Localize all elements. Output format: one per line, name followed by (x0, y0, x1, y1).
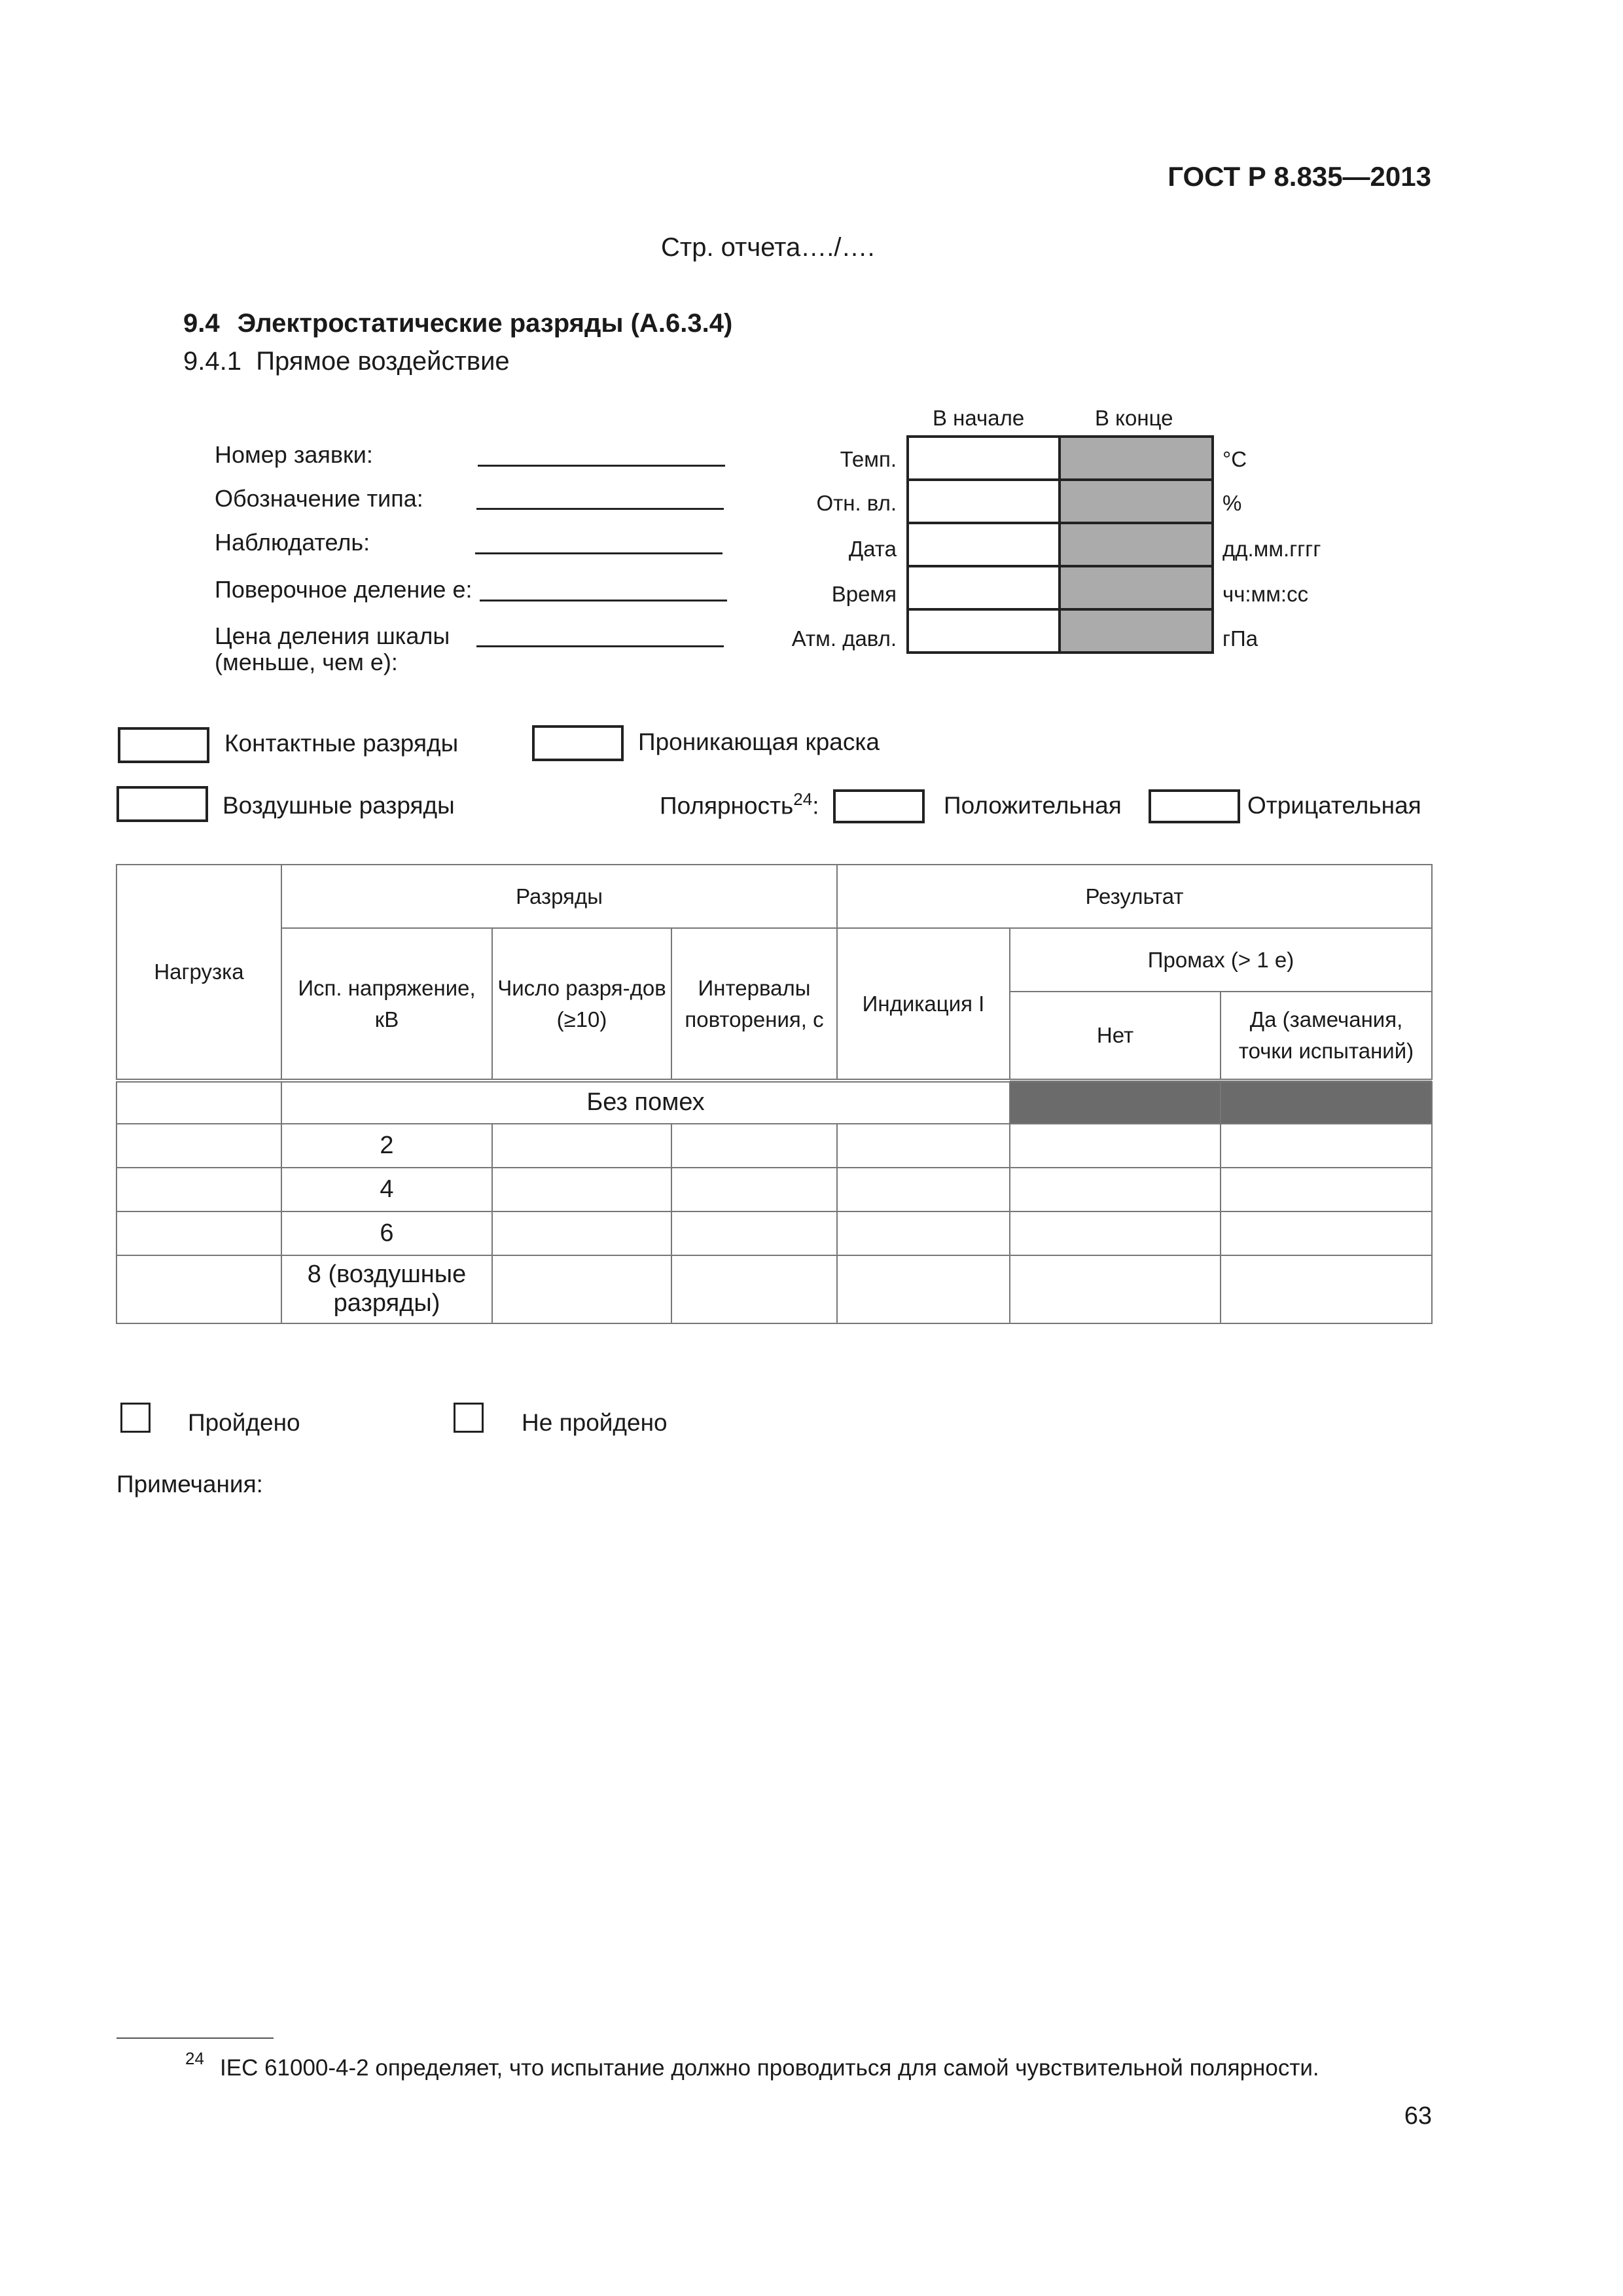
cell-interval[interactable] (671, 1211, 837, 1255)
field-line-verification-division[interactable] (480, 600, 727, 601)
negative-box[interactable] (1149, 789, 1240, 823)
cell-indication[interactable] (837, 1255, 1010, 1323)
cell-count[interactable] (492, 1255, 671, 1323)
negative-label: Отрицательная (1247, 792, 1421, 819)
footnote-text: IEC 61000-4-2 определяет, что испытание должно проводиться для самой чувствительной полярности. (220, 2055, 1319, 2081)
conditions-grid (906, 435, 1214, 654)
air-discharge-label: Воздушные разряды (223, 792, 455, 819)
cell-pressure-start[interactable] (908, 609, 1060, 653)
cell-load-none[interactable] (116, 1081, 281, 1124)
passed-checkbox[interactable] (120, 1403, 151, 1433)
header-discharges: Разряды (281, 865, 837, 928)
header-miss: Промах (> 1 e) (1010, 928, 1432, 992)
conditions-label-temp: Темп. (840, 447, 897, 471)
no-interference-row: Без помех (281, 1081, 1010, 1124)
polarity-box[interactable] (833, 789, 925, 823)
notes-label: Примечания: (116, 1471, 263, 1498)
header-yes: Да (замечания, точки испытаний) (1221, 992, 1432, 1081)
voltage-value: 8 (воздушные разряды) (281, 1255, 492, 1323)
field-label-scale-division-line2: (меньше, чем e): (215, 649, 398, 675)
cell-load[interactable] (116, 1168, 281, 1211)
cell-load[interactable] (116, 1255, 281, 1323)
conditions-label-date: Дата (848, 537, 897, 561)
cell-temp-start[interactable] (908, 437, 1060, 480)
cell-indication[interactable] (837, 1211, 1010, 1255)
section-heading (183, 309, 732, 338)
contact-discharge-box[interactable] (118, 727, 209, 763)
unit-pressure: гПа (1222, 626, 1258, 651)
failed-checkbox[interactable] (454, 1403, 484, 1433)
field-label-application-number: Номер заявки: (215, 441, 373, 468)
field-line-type-designation[interactable] (476, 508, 724, 510)
cell-time-end (1060, 566, 1213, 609)
penetrating-dye-label: Проникающая краска (638, 728, 880, 755)
field-label-scale-division (215, 623, 450, 675)
air-discharge-box[interactable] (116, 786, 208, 822)
report-page-label: Стр. отчета…./…. (661, 233, 875, 262)
dark-cell-yes (1221, 1081, 1432, 1124)
polarity-label (660, 789, 819, 819)
cell-yes[interactable] (1221, 1211, 1432, 1255)
voltage-value: 6 (281, 1211, 492, 1255)
cell-no[interactable] (1010, 1255, 1221, 1323)
cell-humidity-end (1060, 480, 1213, 523)
header-voltage: Исп. напряжение, кВ (281, 928, 492, 1081)
field-label-type-designation: Обозначение типа: (215, 485, 423, 512)
conditions-label-pressure: Атм. давл. (791, 626, 897, 651)
header-no: Нет (1010, 992, 1221, 1081)
conditions-label-time: Время (831, 582, 897, 606)
field-line-application-number[interactable] (478, 465, 725, 467)
cell-load[interactable] (116, 1124, 281, 1168)
subsection-heading: 9.4.1 Прямое воздействие (183, 347, 510, 376)
header-count: Число разря-дов (≥10) (492, 928, 671, 1081)
voltage-value: 4 (281, 1168, 492, 1211)
cell-load[interactable] (116, 1211, 281, 1255)
passed-label: Пройдено (188, 1409, 300, 1436)
cell-no[interactable] (1010, 1124, 1221, 1168)
cell-indication[interactable] (837, 1168, 1010, 1211)
conditions-col-start: В начале (933, 406, 1025, 430)
cell-interval[interactable] (671, 1124, 837, 1168)
footnote-number: 24 (185, 2049, 204, 2068)
voltage-value: 2 (281, 1124, 492, 1168)
conditions-label-humidity: Отн. вл. (816, 491, 897, 515)
unit-humidity: % (1222, 491, 1242, 515)
polarity-footnote-ref: 24 (793, 789, 813, 809)
polarity-colon: : (812, 792, 819, 819)
page-number: 63 (1404, 2102, 1432, 2130)
cell-count[interactable] (492, 1124, 671, 1168)
cell-yes[interactable] (1221, 1168, 1432, 1211)
unit-temp: °C (1222, 447, 1247, 471)
field-label-observer: Наблюдатель: (215, 529, 370, 556)
cell-interval[interactable] (671, 1168, 837, 1211)
section-title: Электростатические разряды (А.6.3.4) (237, 309, 733, 338)
results-table (116, 864, 1433, 1324)
conditions-col-end: В конце (1095, 406, 1173, 430)
positive-label: Положительная (944, 792, 1122, 819)
contact-discharge-label: Контактные разряды (224, 730, 459, 757)
footnote-rule (116, 2037, 274, 2039)
header-load: Нагрузка (116, 865, 281, 1081)
cell-date-end (1060, 523, 1213, 566)
standard-id: ГОСТ Р 8.835—2013 (1168, 161, 1431, 192)
header-indication: Индикация I (837, 928, 1010, 1081)
penetrating-dye-box[interactable] (532, 725, 624, 761)
dark-cell-no (1010, 1081, 1221, 1124)
polarity-text: Полярность (660, 792, 794, 819)
unit-date: дд.мм.гггг (1222, 537, 1321, 561)
cell-count[interactable] (492, 1211, 671, 1255)
cell-pressure-end (1060, 609, 1213, 653)
field-line-observer[interactable] (475, 552, 722, 554)
cell-humidity-start[interactable] (908, 480, 1060, 523)
cell-time-start[interactable] (908, 566, 1060, 609)
cell-date-start[interactable] (908, 523, 1060, 566)
section-number: 9.4 (183, 309, 220, 338)
failed-label: Не пройдено (522, 1409, 668, 1436)
cell-indication[interactable] (837, 1124, 1010, 1168)
cell-yes[interactable] (1221, 1255, 1432, 1323)
cell-yes[interactable] (1221, 1124, 1432, 1168)
cell-interval[interactable] (671, 1255, 837, 1323)
cell-no[interactable] (1010, 1168, 1221, 1211)
field-line-scale-division[interactable] (476, 645, 724, 647)
field-label-scale-division-line1: Цена деления шкалы (215, 622, 450, 649)
unit-time: чч:мм:сс (1222, 582, 1309, 606)
field-label-verification-division: Поверочное деление e: (215, 576, 473, 603)
cell-count[interactable] (492, 1168, 671, 1211)
header-intervals: Интервалы повторения, с (671, 928, 837, 1081)
header-result: Результат (837, 865, 1432, 928)
cell-temp-end (1060, 437, 1213, 480)
cell-no[interactable] (1010, 1211, 1221, 1255)
